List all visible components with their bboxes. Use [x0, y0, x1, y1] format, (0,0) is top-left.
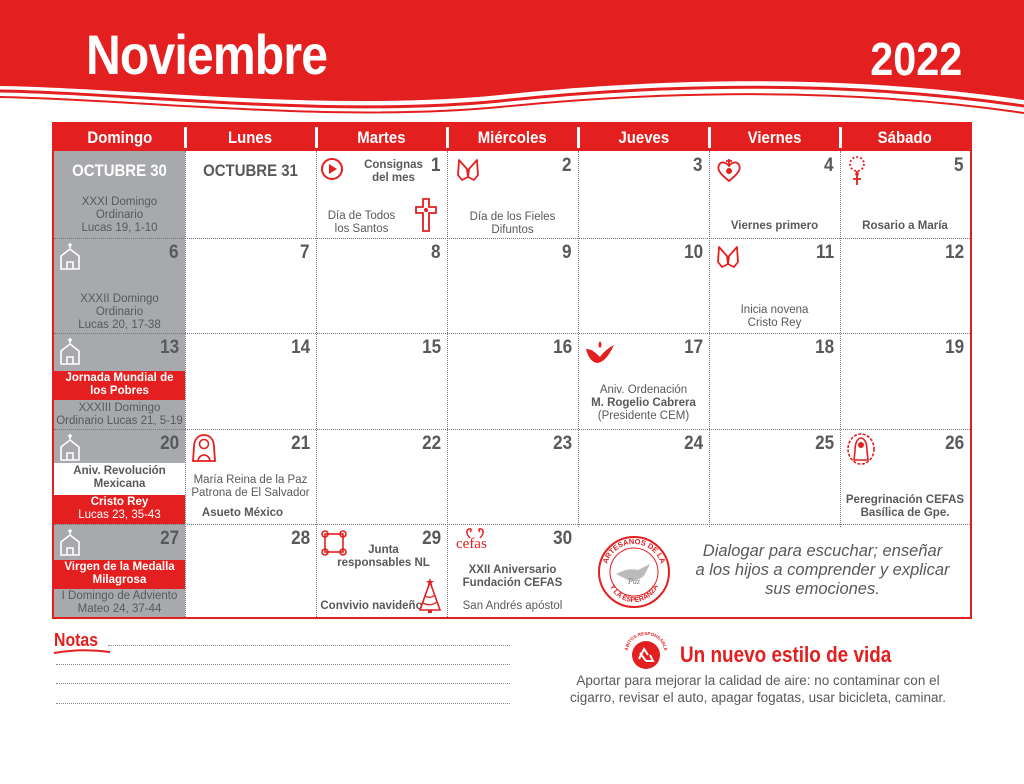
day-cell-12[interactable]	[840, 238, 970, 333]
church-icon	[58, 337, 82, 365]
day-cell-13[interactable]	[54, 333, 185, 429]
day-cell-26[interactable]	[840, 429, 970, 524]
year-title: 2022	[869, 33, 962, 85]
day-number: 10	[683, 242, 703, 263]
lifestyle-text: Aportar para mejorar la calidad de aire: no contaminar con el cigarro, revisar el auto, apagar fogatas, usar bicicleta, caminar.	[570, 673, 946, 705]
day-text: Día de los Fieles Difuntos	[469, 211, 556, 236]
day-number: 23	[552, 433, 572, 454]
day-number: 4	[824, 155, 834, 176]
praying-hands-icon	[455, 157, 481, 183]
notes-line[interactable]	[108, 645, 510, 646]
day-cell-2[interactable]	[447, 151, 578, 238]
day-number: 30	[552, 528, 572, 549]
day-number: 5	[954, 155, 964, 176]
day-cell-3[interactable]	[578, 151, 709, 238]
notes-line[interactable]	[56, 683, 510, 684]
notes-underline	[52, 648, 112, 656]
day-cell-7[interactable]	[185, 238, 316, 333]
notes-line[interactable]	[56, 664, 510, 665]
svg-text:ARTESANOS DE LA: ARTESANOS DE LA	[600, 536, 668, 565]
day-number: 19	[944, 337, 964, 358]
day-text: I Domingo de Adviento Mateo 24, 37-44	[61, 590, 178, 615]
day-text: (Presidente CEM)	[597, 410, 690, 422]
church-icon	[58, 242, 82, 270]
holy-spirit-icon	[584, 339, 616, 365]
weekday-divider	[577, 127, 580, 148]
peace-seal-icon	[596, 534, 672, 610]
day-number: 16	[552, 337, 572, 358]
day-cell-25[interactable]	[709, 429, 840, 524]
svg-text:Y LA ESPERANZA: Y LA ESPERANZA	[608, 583, 660, 605]
guadalupe-icon	[846, 433, 876, 465]
weekday-divider	[184, 127, 187, 148]
day-cell-14[interactable]	[185, 333, 316, 429]
day-number: 6	[169, 242, 179, 263]
virgin-mary-icon	[191, 433, 217, 463]
day-top-text: Junta responsables NL	[337, 544, 430, 569]
day-number: 25	[814, 433, 834, 454]
event-band: Cristo Rey Lucas 23, 35-43	[54, 495, 185, 524]
rosary-icon	[846, 155, 868, 187]
day-cell-21[interactable]	[185, 429, 316, 524]
day-text: Aniv. Ordenación	[599, 384, 688, 396]
day-number: 27	[159, 528, 179, 549]
day-number: 28	[290, 528, 310, 549]
day-cell-29[interactable]	[316, 524, 447, 617]
day-cell-15[interactable]	[316, 333, 447, 429]
sacred-heart-icon	[715, 157, 743, 183]
cefas-logo: cefas	[456, 536, 487, 552]
event-band: Aniv. Revolución Mexicana	[54, 463, 185, 495]
svg-text:HÁBITOS RESPONSABLES: ÁBITOS RESPONSABLE	[623, 631, 669, 652]
day-cell-4[interactable]	[709, 151, 840, 238]
christmas-tree-icon	[416, 578, 444, 614]
day-cell-18[interactable]	[709, 333, 840, 429]
weekday-divider	[315, 127, 318, 148]
month-title: Noviembre	[86, 23, 328, 86]
day-cell-22[interactable]	[316, 429, 447, 524]
hearts-icon	[465, 526, 485, 540]
day-cell-20[interactable]	[54, 429, 185, 524]
day-text-bold: Asueto México	[201, 507, 284, 519]
weekday-divider	[839, 127, 842, 148]
day-text-bold: XXII Aniversario Fundación CEFAS	[462, 564, 563, 589]
church-icon	[58, 433, 82, 461]
day-cell-24[interactable]	[578, 429, 709, 524]
weekday-miercoles: Miércoles	[447, 124, 578, 151]
weekday-domingo: Domingo	[54, 124, 185, 151]
day-cell-19[interactable]	[840, 333, 970, 429]
day-number: 11	[815, 242, 834, 263]
day-top-text: Consignas del mes	[364, 159, 423, 184]
day-number: 18	[814, 337, 834, 358]
day-cell-11[interactable]	[709, 238, 840, 333]
day-cell-16[interactable]	[447, 333, 578, 429]
day-text: San Andrés apóstol	[462, 600, 563, 612]
event-band: Virgen de la Medalla Milagrosa	[54, 560, 185, 589]
day-number: 2	[562, 155, 572, 176]
day-number: 20	[159, 433, 179, 454]
day-cell-23[interactable]	[447, 429, 578, 524]
day-number: 15	[421, 337, 441, 358]
day-text-bold: M. Rogelio Cabrera	[591, 397, 696, 409]
weekday-martes: Martes	[316, 124, 447, 151]
day-number: 26	[944, 433, 964, 454]
day-number: 13	[159, 337, 179, 358]
notes-line[interactable]	[56, 703, 510, 704]
day-number: 14	[290, 337, 310, 358]
day-text: XXXII Domingo Ordinario Lucas 20, 17-38	[78, 293, 161, 331]
day-text: Inicia novena Cristo Rey	[740, 304, 809, 329]
weekday-sabado: Sábado	[840, 124, 970, 151]
weekday-divider	[446, 127, 449, 148]
day-number: 8	[431, 242, 441, 263]
day-number: 24	[683, 433, 703, 454]
weekday-lunes: Lunes	[185, 124, 316, 151]
day-text: Viernes primero	[730, 220, 819, 232]
day-text: Rosario a María	[862, 220, 948, 232]
praying-hands-icon	[715, 244, 741, 270]
quote-text: Dialogar para escuchar; enseñar a los hijos a comprender y explicar sus emociones.	[695, 542, 950, 598]
day-number: 17	[683, 337, 703, 358]
lifestyle-title: Un nuevo estilo de vida	[680, 642, 892, 667]
event-band: Jornada Mundial de los Pobres	[54, 371, 185, 400]
day-text: XXXI Domingo Ordinario Lucas 19, 1-10	[81, 196, 158, 234]
day-number: 29	[421, 528, 441, 549]
day-text-bold: Convivio navideño	[320, 600, 423, 612]
day-cell-30[interactable]	[447, 524, 578, 617]
day-number: 1	[431, 155, 441, 176]
day-text: XXXIII Domingo Ordinario Lucas 21, 5-19	[56, 402, 183, 427]
day-number: 21	[290, 433, 310, 454]
day-title: OCTUBRE 30	[72, 161, 167, 180]
weekday-divider	[708, 127, 711, 148]
day-cell-17[interactable]	[578, 333, 709, 429]
day-cell-oct30[interactable]	[54, 151, 185, 238]
day-text-bold: Peregrinación CEFAS Basílica de Gpe.	[845, 494, 965, 519]
day-title: OCTUBRE 31	[203, 161, 298, 180]
day-cell-10[interactable]	[578, 238, 709, 333]
notes-label: Notas	[54, 630, 99, 650]
svg-text:Paz: Paz	[628, 577, 640, 586]
day-number: 7	[300, 242, 310, 263]
day-cell-8[interactable]	[316, 238, 447, 333]
crucifix-icon	[414, 197, 438, 233]
day-cell-9[interactable]	[447, 238, 578, 333]
recycle-icon	[622, 631, 670, 671]
day-number: 3	[693, 155, 703, 176]
weekday-jueves: Jueves	[578, 124, 709, 151]
day-cell-6[interactable]	[54, 238, 185, 333]
day-number: 12	[944, 242, 964, 263]
day-number: 9	[562, 242, 572, 263]
day-number: 22	[421, 433, 441, 454]
day-text: Día de Todos los Santos	[327, 210, 396, 235]
church-icon	[58, 528, 82, 556]
day-cell-5[interactable]	[840, 151, 970, 238]
day-text: María Reina de la Paz Patrona de El Salvador	[191, 474, 310, 499]
day-cell-1[interactable]	[316, 151, 447, 238]
weekday-viernes: Viernes	[709, 124, 840, 151]
day-cell-27[interactable]	[54, 524, 185, 617]
